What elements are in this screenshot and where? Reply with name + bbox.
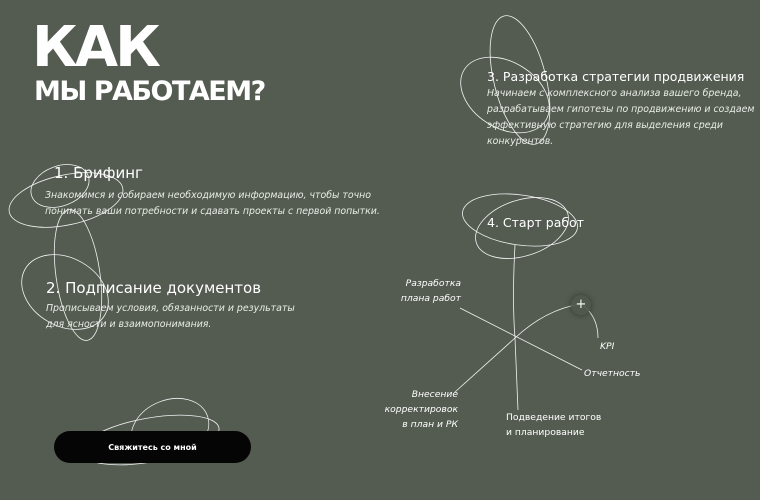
- diagram-label-line: и планирование: [506, 427, 585, 438]
- step-start: [487, 214, 584, 232]
- step-strategy: [487, 68, 754, 150]
- diagram-label-line: в план и РК: [402, 419, 458, 430]
- step-description-line: эффективную стратегию для выделения среди: [487, 120, 723, 131]
- step-description-line: Прописываем условия, обязанности и результаты: [46, 303, 295, 314]
- diagram-branch: [515, 304, 580, 338]
- diagram-label-plan: [400, 276, 461, 306]
- step-description-line: понимать ваши потребности и сдавать проекты с первой попытки.: [45, 206, 380, 217]
- page-title: КАК: [32, 15, 158, 80]
- plus-icon[interactable]: +: [571, 295, 591, 315]
- step-description: [487, 86, 754, 150]
- step-description-line: разрабатываем гипотезы по продвижению и создаем: [487, 104, 755, 115]
- diagram-label-line: Внесение: [411, 389, 458, 400]
- diagram-stem: [514, 245, 519, 410]
- step-description-line: Начинаем с комплексного анализа вашего бренда,: [487, 88, 742, 99]
- step-title: 1. Брифинг: [54, 164, 143, 182]
- diagram-branch: [455, 338, 515, 392]
- diagram-label-line: плана работ: [400, 293, 461, 304]
- page-subtitle: МЫ РАБОТАЕМ?: [34, 76, 265, 107]
- diagram-branch: [460, 308, 582, 370]
- step-description: [46, 301, 295, 333]
- step-description: [45, 188, 380, 220]
- step-briefing: [45, 164, 380, 220]
- step-title: 3. Разработка стратегии продвижения: [487, 69, 745, 84]
- diagram-label-line: корректировок: [384, 404, 458, 415]
- step-title: 2. Подписание документов: [46, 279, 262, 297]
- step-description-line: для ясности и взаимопонимания.: [46, 319, 212, 330]
- contact-button[interactable]: Свяжитесь со мной: [54, 431, 251, 463]
- diagram-label-kpi: KPI: [600, 341, 615, 352]
- diagram-label-report: Отчетность: [584, 368, 641, 379]
- diagram-label-summary: [506, 410, 601, 440]
- step-description-line: Знакомимся и собираем необходимую информацию, чтобы точно: [45, 190, 371, 201]
- step-documents: [46, 279, 295, 333]
- diagram-label-corrections: [384, 387, 458, 432]
- step-description-line: конкурентов.: [487, 136, 554, 147]
- diagram-label-line: Подведение итогов: [506, 412, 602, 423]
- diagram-label-line: Разработка: [405, 278, 461, 289]
- step-title: 4. Старт работ: [487, 215, 584, 230]
